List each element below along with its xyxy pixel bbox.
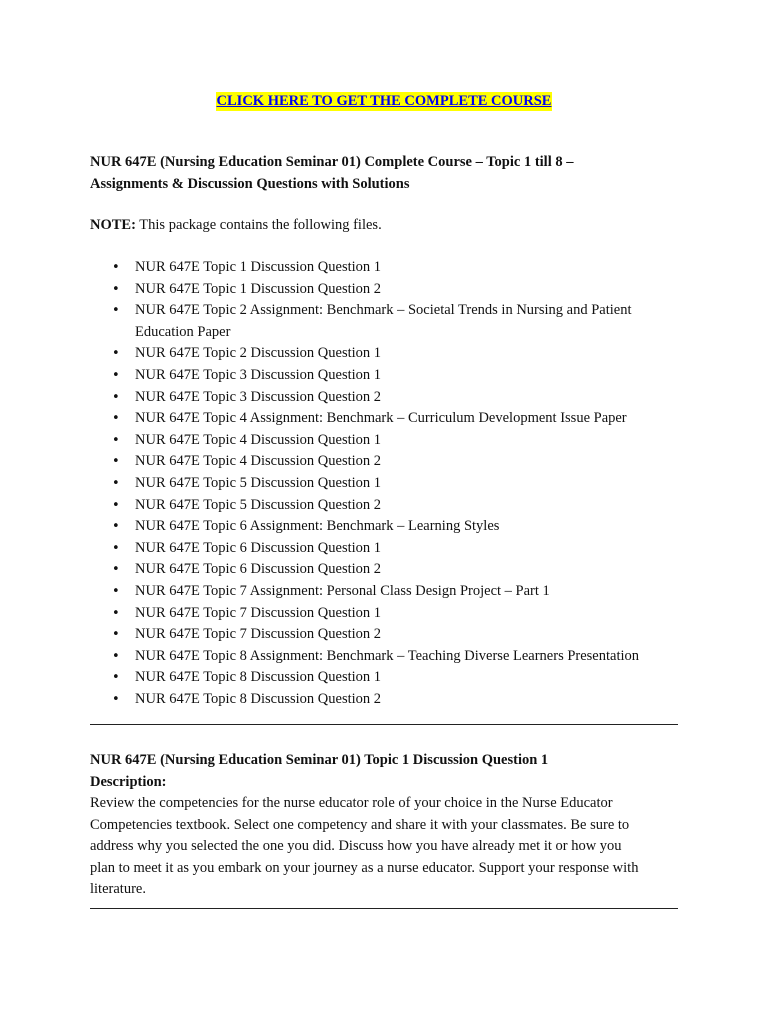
list-item-continuation: Education Paper [135, 323, 231, 340]
list-item: • NUR 647E Topic 6 Discussion Question 2 [90, 559, 690, 581]
list-item: • NUR 647E Topic 3 Discussion Question 1 [90, 365, 690, 387]
list-item: • NUR 647E Topic 4 Assignment: Benchmark – Curriculum Development Issue Paper [90, 408, 690, 430]
title-line-2: Assignments & Discussion Questions with Solutions [90, 175, 410, 192]
document-title [90, 152, 690, 195]
list-item: • NUR 647E Topic 7 Discussion Question 2 [90, 624, 690, 646]
note-paragraph [90, 215, 690, 237]
list-item: • NUR 647E Topic 3 Discussion Question 2 [90, 387, 690, 409]
list-item: • NUR 647E Topic 1 Discussion Question 1 [90, 257, 690, 279]
list-item: • NUR 647E Topic 8 Discussion Question 2 [90, 689, 690, 711]
note-label: NOTE: [90, 217, 136, 233]
description-text: Review the competencies for the nurse educator role of your choice in the Nurse Educator Competencies textbook. Select one competency and share it with your classmates. Be sure to address why you selected the one you did. Discuss how you have already met it or how you plan to meet it as you embark on your journey as a nurse educator. Support your response with literature. [90, 795, 639, 898]
list-item: • NUR 647E Topic 4 Discussion Question 1 [90, 430, 690, 452]
list-item: • NUR 647E Topic 8 Discussion Question 1 [90, 667, 690, 689]
list-item: • NUR 647E Topic 1 Discussion Question 2 [90, 279, 690, 301]
list-item: • NUR 647E Topic 8 Assignment: Benchmark – Teaching Diverse Learners Presentation [90, 646, 690, 668]
section-title: NUR 647E (Nursing Education Seminar 01) Topic 1 Discussion Question 1 [90, 752, 549, 768]
list-item: • NUR 647E Topic 7 Discussion Question 1 [90, 603, 690, 625]
list-item: • NUR 647E Topic 7 Assignment: Personal Class Design Project – Part 1 [90, 581, 690, 603]
list-item: • NUR 647E Topic 6 Discussion Question 1 [90, 538, 690, 560]
list-item: • NUR 647E Topic 6 Assignment: Benchmark – Learning Styles [90, 516, 690, 538]
description-label: Description: [90, 773, 167, 790]
complete-course-link[interactable]: CLICK HERE TO GET THE COMPLETE COURSE [216, 93, 552, 109]
note-text: This package contains the following files. [135, 217, 382, 233]
title-line-1: NUR 647E (Nursing Education Seminar 01) Complete Course – Topic 1 till 8 – [90, 154, 574, 170]
list-item: • NUR 647E Topic 4 Discussion Question 2 [90, 451, 690, 473]
horizontal-divider [90, 908, 678, 909]
list-item: • NUR 647E Topic 2 Assignment: Benchmark – Societal Trends in Nursing and Patient Education Paper [90, 300, 690, 343]
list-item: • NUR 647E Topic 5 Discussion Question 2 [90, 495, 690, 517]
course-link-container [0, 92, 768, 111]
file-list [90, 257, 690, 710]
list-item: • NUR 647E Topic 5 Discussion Question 1 [90, 473, 690, 495]
horizontal-divider [90, 724, 678, 725]
list-item: • NUR 647E Topic 2 Discussion Question 1 [90, 343, 690, 365]
